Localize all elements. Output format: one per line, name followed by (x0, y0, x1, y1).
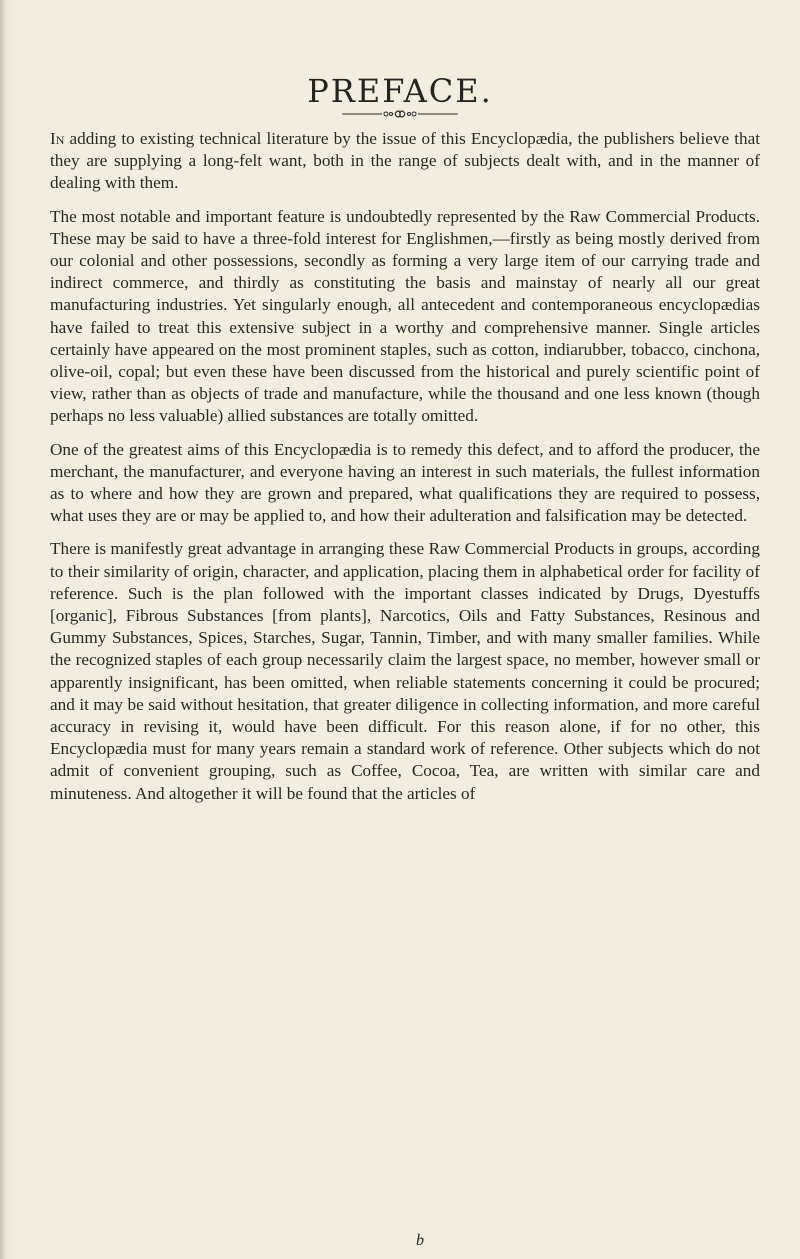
ornament-rule-icon (320, 106, 480, 122)
signature-mark: b (416, 1232, 424, 1249)
paragraph-1 (50, 128, 760, 195)
paragraph-1-text: adding to existing technical literature by the issue of this Encyclopædia, the publishers believe that they are supplying a long-felt want, both in the range of subjects dealt with, and in the manner of dealing with them. (50, 129, 760, 193)
paragraph-2: The most notable and important feature is undoubtedly represented by the Raw Commercial Products. These may be said to have a three-fold interest for Englishmen,—firstly as being mostly derived from our colonial and other possessions, secondly as forming a very large item of our carrying trade and indirect commerce, and thirdly as constituting the basis and mainstay of nearly all our great manufacturing industries. Yet singularly enough, all antecedent and contemporaneous encyclopædias have failed to treat this extensive subject in a worthy and comprehensive manner. Single articles certainly have appeared on the most prominent staples, such as cotton, indiarubber, tobacco, cinchona, olive-oil, copal; but even these have been discussed from the historical and purely scientific point of view, rather than as objects of trade and manufacture, while the thousand and one less known (though perhaps no less valuable) allied substances are totally omitted. (50, 206, 760, 426)
paragraph-1-lead: In (50, 129, 65, 148)
paragraph-4: There is manifestly great advantage in arranging these Raw Commercial Products in groups, according to their similarity of origin, character, and application, placing them in alphabetical order for facility of reference. Such is the plan followed with the important classes indicated by Drugs, Dyestuffs [organic], Fibrous Substances [from plants], Narcotics, Oils and Fatty Substances, Resinous and Gummy Substances, Spices, Starches, Sugar, Tannin, Timber, and with many smaller families. While the recognized staples of each group necessarily claim the largest space, no member, however small or apparently insignificant, has been omitted, when reliable statements concerning it could be procured; and it may be said without hesitation, that greater diligence in collecting information, and more careful accuracy in revising it, would have been difficult. For this reason alone, if for no other, this Encyclopædia must for many years remain a standard work of reference. Other subjects which do not admit of convenient grouping, such as Coffee, Cocoa, Tea, are written with similar care and minuteness. And altogether it will be found that the articles of (50, 539, 760, 803)
ornament-rule (320, 106, 480, 122)
page-title: PREFACE. (307, 72, 493, 110)
preface-body (50, 128, 760, 816)
binding-shadow (0, 0, 6, 1259)
paragraph-3: One of the greatest aims of this Encyclopædia is to remedy this defect, and to afford the producer, the merchant, the manufacturer, and everyone having an interest in such materials, the fullest information as to where and how they are grown and prepared, what qualifications they are required to possess, what uses they are or may be applied to, and how their adulteration and falsification may be detected. (50, 439, 760, 526)
